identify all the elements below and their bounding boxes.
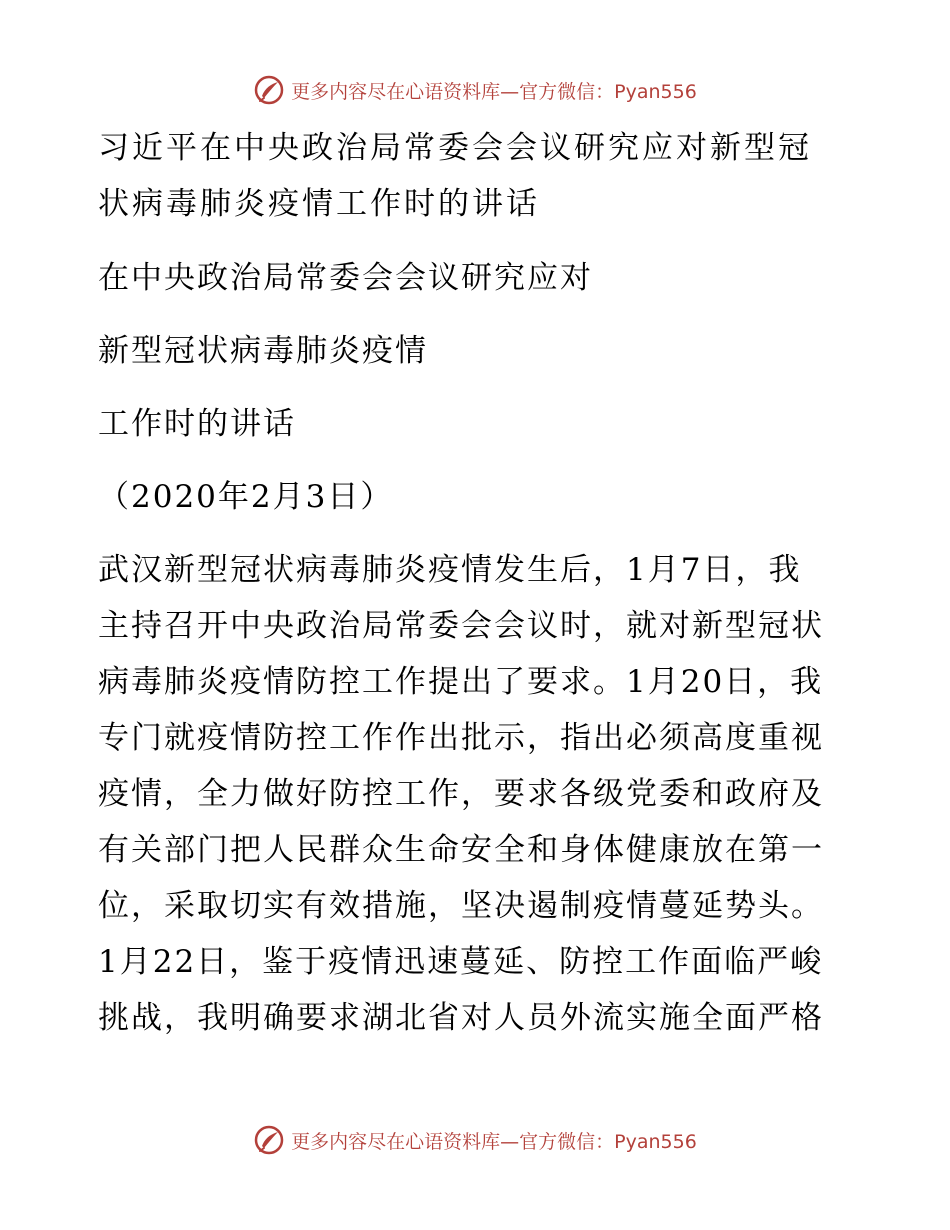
document-body <box>98 120 858 1046</box>
header-watermark-banner <box>0 70 950 110</box>
footer-watermark-banner <box>0 1120 950 1160</box>
document-title-line-1: 习近平在中央政治局常委会会议研究应对新型冠 <box>98 130 812 166</box>
body-paragraph-line: 武汉新型冠状病毒肺炎疫情发生后，1月7日，我 <box>98 552 802 588</box>
body-paragraph-line: 疫情，全力做好防控工作，要求各级党委和政府及 <box>98 776 824 812</box>
header-watermark-text: 更多内容尽在心语资料库—官方微信：Pyan556 <box>291 80 697 103</box>
body-paragraph-line: 专门就疫情防控工作作出批示，指出必须高度重视 <box>98 720 824 756</box>
body-paragraph-line: 病毒肺炎疫情防控工作提出了要求。1月20日，我 <box>98 664 824 700</box>
body-paragraph-line: 1月22日，鉴于疫情迅速蔓延、防控工作面临严峻 <box>98 944 824 980</box>
document-subtitle-line-3: 工作时的讲话 <box>98 406 296 442</box>
document-title-line-2: 状病毒肺炎疫情工作时的讲话 <box>98 186 540 222</box>
body-paragraph-line: 位，采取切实有效措施，坚决遏制疫情蔓延势头。 <box>98 888 824 924</box>
logo-icon <box>253 74 285 106</box>
body-paragraph-line: 有关部门把人民群众生命安全和身体健康放在第一 <box>98 832 824 868</box>
footer-watermark-text: 更多内容尽在心语资料库—官方微信：Pyan556 <box>291 1130 697 1153</box>
document-date: （2020年2月3日） <box>98 479 394 515</box>
logo-icon <box>253 1124 285 1156</box>
body-paragraph-line: 挑战，我明确要求湖北省对人员外流实施全面严格 <box>98 1000 824 1036</box>
body-paragraph-line: 主持召开中央政治局常委会会议时，就对新型冠状 <box>98 608 824 644</box>
document-subtitle-line-2: 新型冠状病毒肺炎疫情 <box>98 333 428 369</box>
document-subtitle-line-1: 在中央政治局常委会会议研究应对 <box>98 260 593 296</box>
